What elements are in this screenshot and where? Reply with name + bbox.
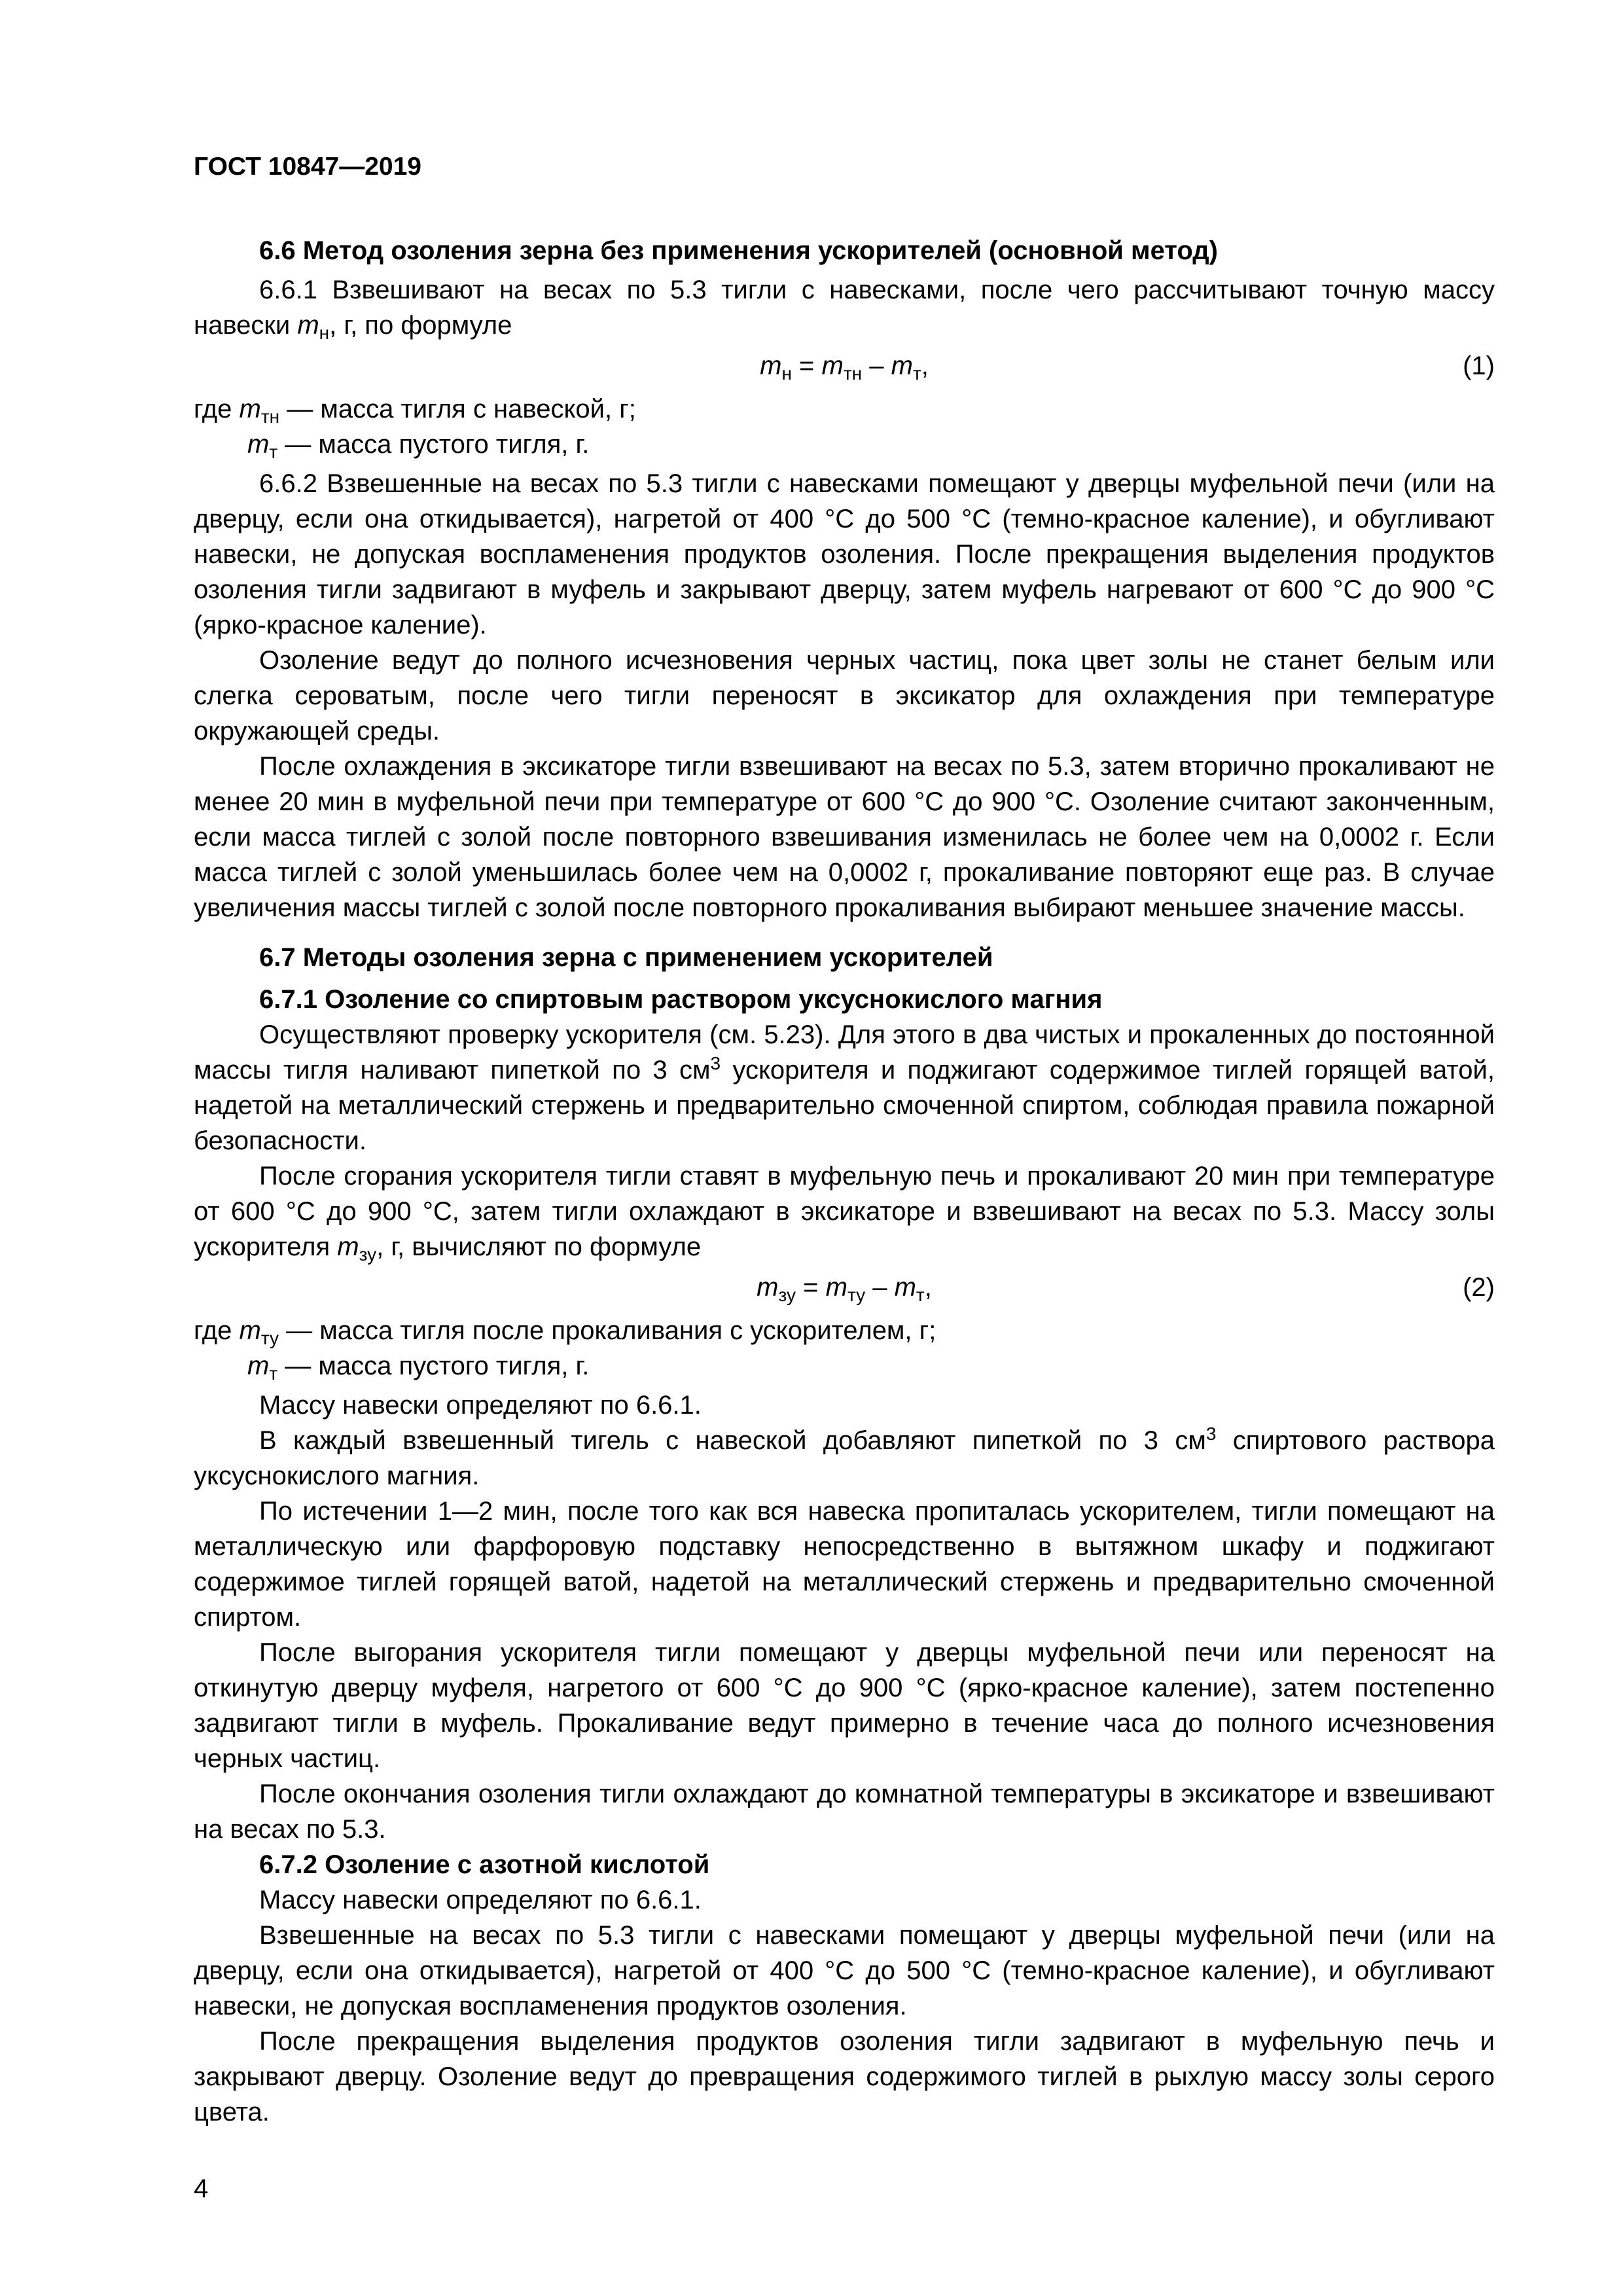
paragraph: После выгорания ускорителя тигли помещают у дверцы муфельной печи или переносят на откинутую дверцу муфеля, нагретого от 600 °С до 900 °С (ярко-красное каление), затем постепенно задвигают тигли в муфель. Прокаливание ведут примерно в течение часа до полного исчезновения черных частиц.: [194, 1638, 1495, 1773]
formula-2-legend: [194, 1313, 1495, 1384]
legend-row: где $m_{ту}$ — масса тигля после прокаливания с ускорителем, г;: [194, 1316, 936, 1348]
formula-1: [194, 348, 1495, 385]
formula-1-expression: $m_н = m_{тн} - m_т$,: [760, 351, 929, 384]
formula-2-expression: $m_{зу} = m_{ту} - m_т$,: [757, 1273, 932, 1305]
paragraph: Массу навески определяют по 6.6.1.: [259, 1886, 702, 1914]
paragraph: После охлаждения в эксикаторе тигли взвешивают на весах по 5.3, затем вторично прокаливают не менее 20 мин в муфельной печи при температуре от 600 °С до 900 °С. Озоление считают законченным, если масса тиглей с золой после повторного взвешивания изменилась не более чем на 0,0002 г. Если масса тиглей с золой уменьшилась более чем на 0,0002 г, прокаливание повторяют еще раз. В случае увеличения массы тиглей с золой после повторного прокаливания выбирают меньшее значение массы.: [194, 752, 1495, 922]
paragraph: В каждый взвешенный тигель с навеской добавляют пипеткой по 3 $см^3$ спиртового раствора уксуснокислого магния.: [194, 1424, 1495, 1490]
legend-row: $m_т$ — масса пустого тигля, г.: [247, 430, 590, 462]
section-6-7-2-title: 6.7.2 Озоление с азотной кислотой: [259, 1850, 710, 1879]
paragraph: По истечении 1—2 мин, после того как вся навеска пропиталась ускорителем, тигли помещают на металлическую или фарфоровую подставку непосредственно в вытяжном шкафу и поджигают содержимое тиглей горящей ватой, надетой на металлический стержень и предварительно смоченной спиртом.: [194, 1497, 1495, 1632]
section-6-6-title: 6.6 Метод озоления зерна без применения ускорителей (основной метод): [259, 236, 1218, 265]
formula-2: [194, 1270, 1495, 1306]
page-content: [194, 149, 1495, 2130]
paragraph: Взвешенные на весах по 5.3 тигли с навесками помещают у дверцы муфельной печи (или на дверцу, если она откидывается), нагретой от 400 °С до 500 °С (темно-красное каление), и обугливают навески, не допуская воспламенения продуктов озоления.: [194, 1921, 1495, 2020]
document-header: ГОСТ 10847—2019: [194, 152, 421, 181]
page-number: 4: [194, 2174, 209, 2203]
paragraph: После окончания озоления тигли охлаждают до комнатной температуры в эксикаторе и взвешивают на весах по 5.3.: [194, 1780, 1495, 1844]
paragraph: Массу навески определяют по 6.6.1.: [259, 1391, 702, 1420]
legend-row: $m_т$ — масса пустого тигля, г.: [247, 1352, 590, 1384]
legend-row: где $m_{тн}$ — масса тигля с навеской, г;: [194, 395, 636, 427]
paragraph-6-6-1: 6.6.1 Взвешивают на весах по 5.3 тигли с навесками, после чего рассчитывают точную массу навески $m_н$, г, по формуле: [194, 276, 1495, 343]
section-6-7-1-title: 6.7.1 Озоление со спиртовым раствором уксуснокислого магния: [259, 985, 1103, 1014]
paragraph: После сгорания ускорителя тигли ставят в муфельную печь и прокаливают 20 мин при температуре от 600 °С до 900 °С, затем тигли охлаждают в эксикаторе и взвешивают на весах по 5.3. Массу золы ускорителя $m_{зу}$, г, вычисляют по формуле: [194, 1162, 1495, 1265]
paragraph: Озоление ведут до полного исчезновения черных частиц, пока цвет золы не станет белым или слегка сероватым, после чего тигли переносят в эксикатор для охлаждения при температуре окружающей среды.: [194, 646, 1495, 745]
paragraph: После прекращения выделения продуктов озоления тигли задвигают в муфельную печь и закрывают дверцу. Озоление ведут до превращения содержимого тиглей в рыхлую массу золы серого цвета.: [194, 2027, 1495, 2126]
paragraph: Осуществляют проверку ускорителя (см. 5.23). Для этого в два чистых и прокаленных до постоянной массы тигля наливают пипеткой по 3 $см^3$ ускорителя и поджигают содержимое тиглей горящей ватой, надетой на металлический стержень и предварительно смоченной спиртом, соблюдая правила пожарной безопасности.: [194, 1020, 1495, 1155]
section-6-7-title: 6.7 Методы озоления зерна с применением ускорителей: [259, 943, 993, 972]
formula-1-number: (1): [1463, 351, 1495, 380]
formula-1-legend: [194, 391, 1495, 462]
formula-2-number: (2): [1463, 1273, 1495, 1302]
paragraph-6-6-2: 6.6.2 Взвешенные на весах по 5.3 тигли с навесками помещают у дверцы муфельной печи (или на дверцу, если она откидывается), нагретой от 400 °С до 500 °С (темно-красное каление), и обугливают навески, не допуская воспламенения продуктов озоления. После прекращения выделения продуктов озоления тигли задвигают в муфель и закрывают дверцу, затем муфель нагревают от 600 °С до 900 °С (ярко-красное каление).: [194, 469, 1495, 639]
